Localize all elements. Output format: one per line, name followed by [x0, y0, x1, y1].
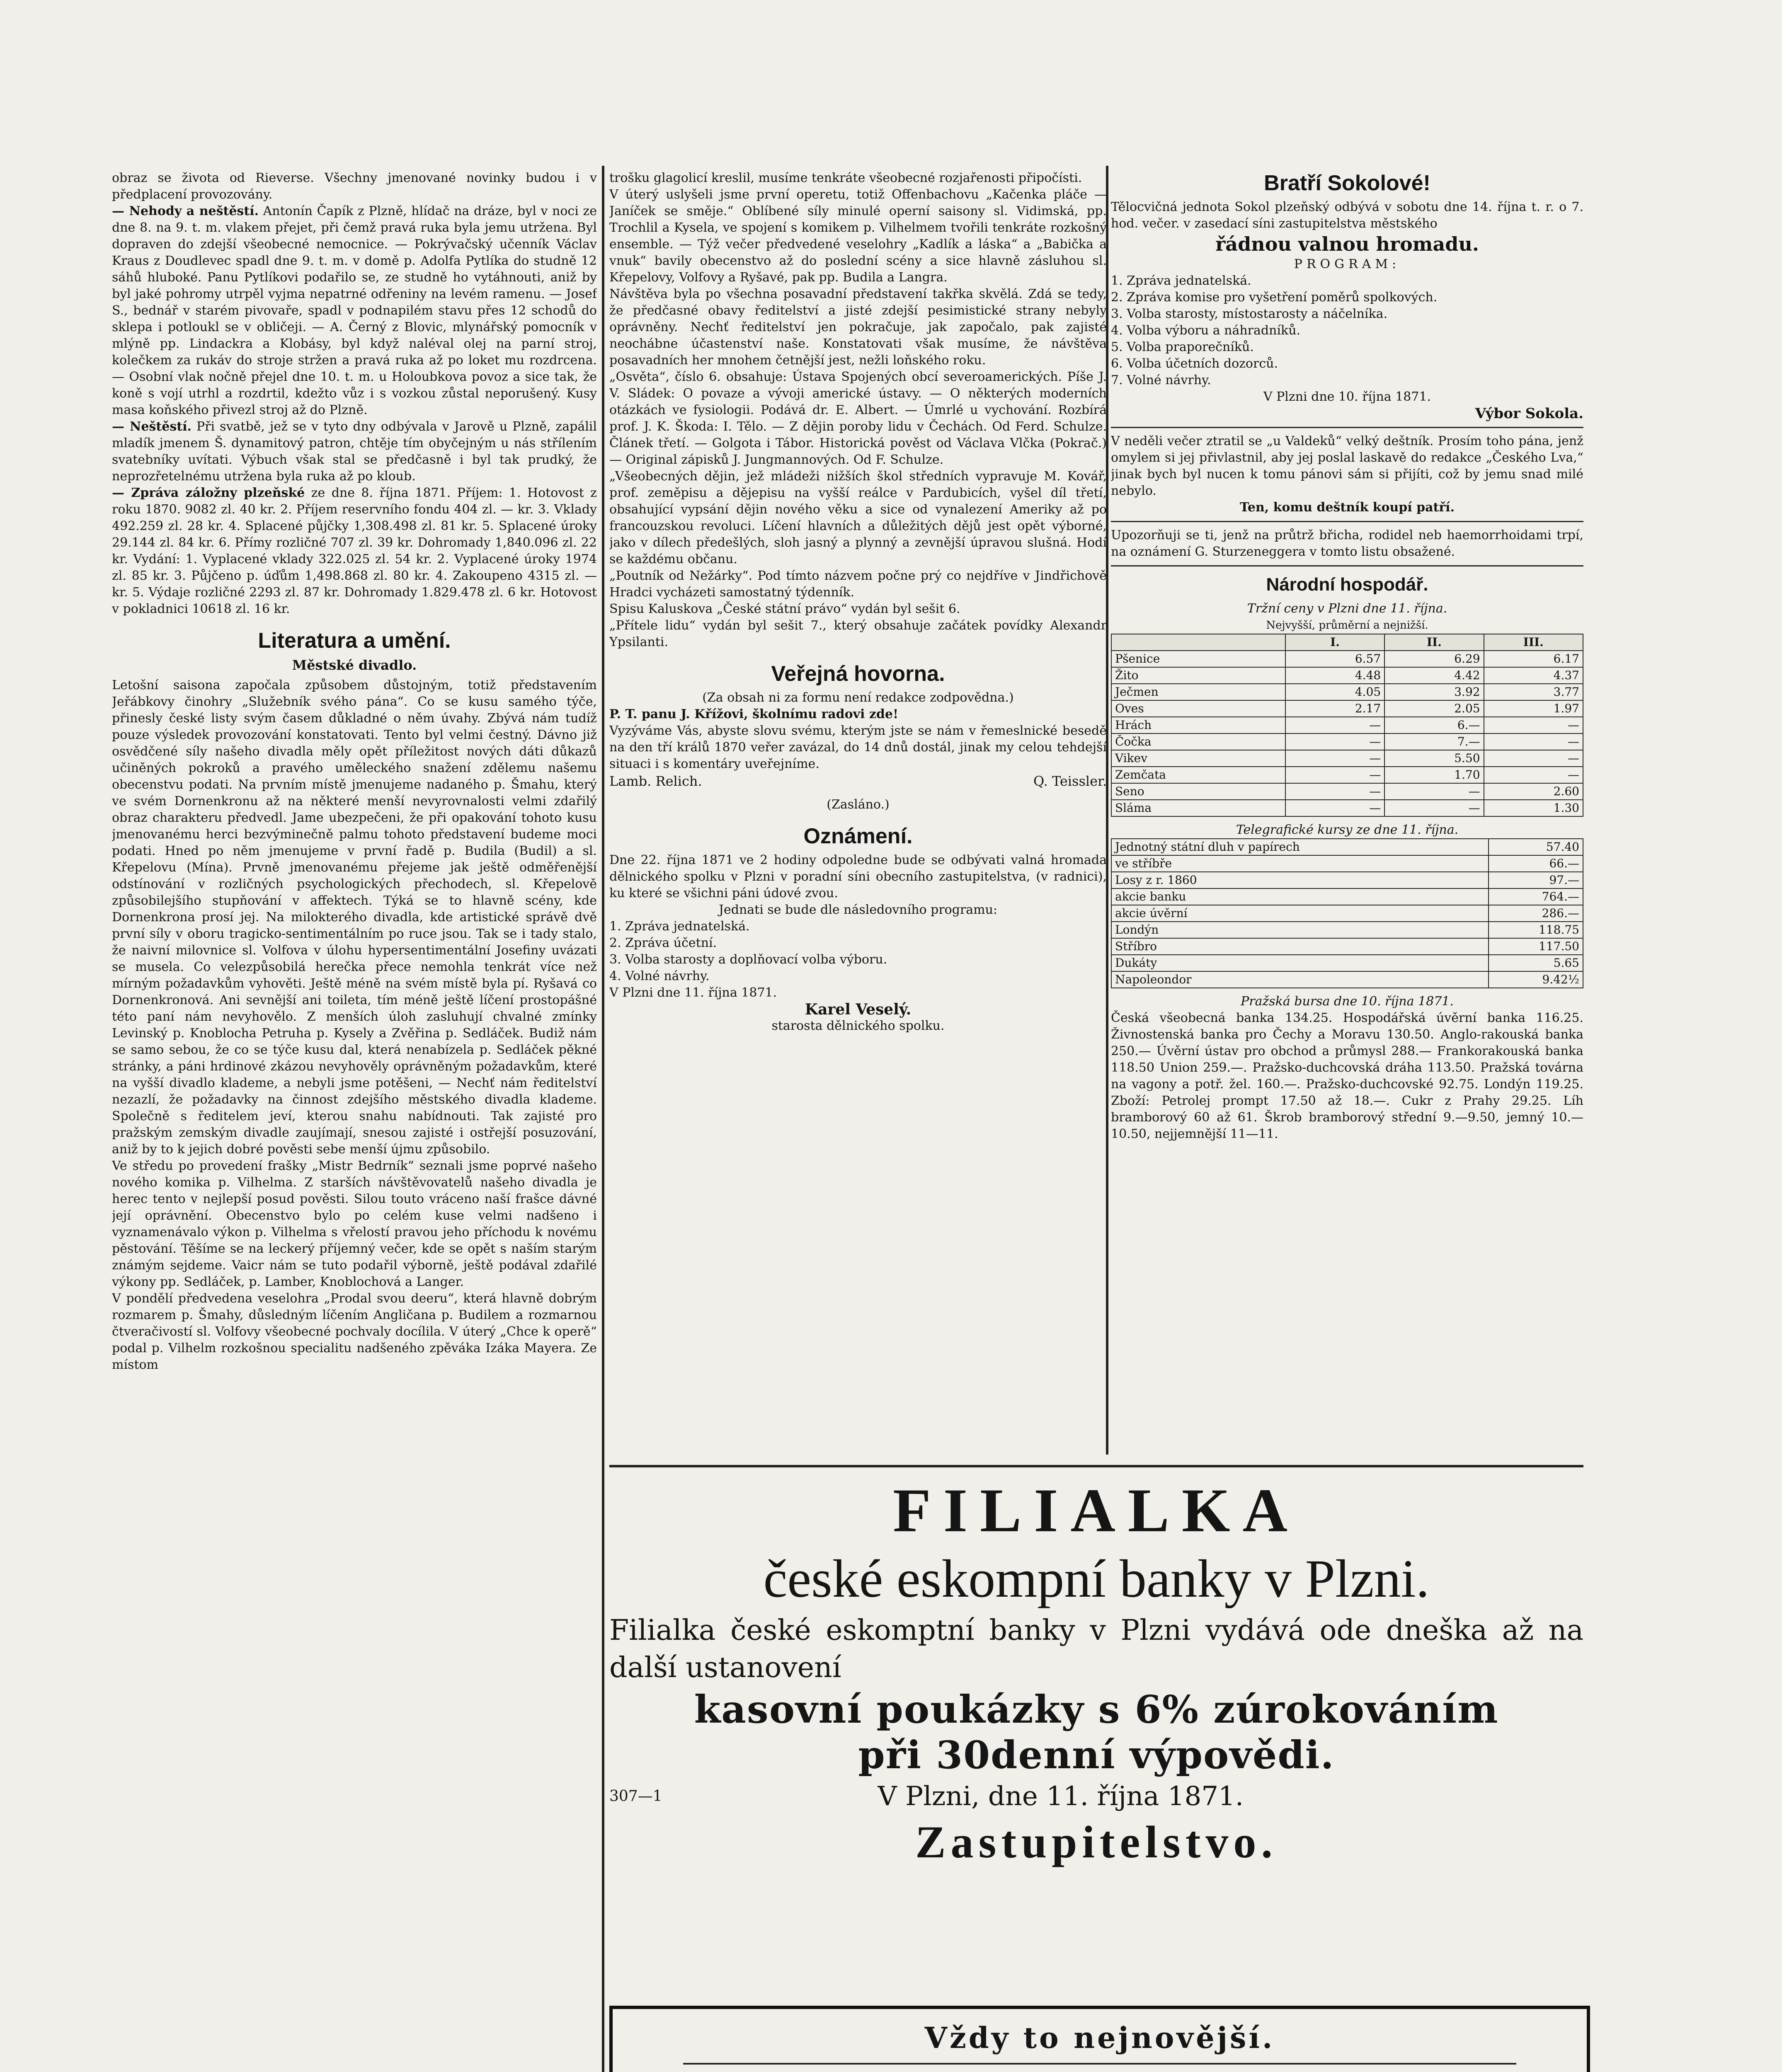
exchange-rate-table — [1111, 838, 1583, 988]
ad-title: FILIALKA — [893, 1476, 1300, 1545]
paragraph: „Poutník od Nežárky“. Pod tímto názvem počne prý co nejdříve v Jindřichově Hradci vycházeti samostatný týdenník. — [609, 569, 1107, 600]
table-cell: 7.— — [1384, 733, 1484, 750]
table-header-row — [1111, 634, 1583, 651]
table-cell: — — [1484, 767, 1583, 783]
ad-side-slogan — [621, 2050, 667, 2072]
table-row — [1111, 839, 1583, 855]
signature: Ten, komu deštník koupí patří. — [1239, 500, 1455, 515]
table-cell: Napoleondor — [1111, 971, 1489, 988]
list-item: 4. Volné návrhy. — [609, 969, 710, 983]
signature: Karel Veselý. — [805, 1001, 912, 1018]
paragraph: Dne 22. října 1871 ve 2 hodiny odpoledne bude se odbývati valná hromada dělnického spolku v Plzni v poradní síni obecního zastupitelstva, (v radnici), ku které se všichni páni údové zvou. — [609, 853, 1107, 900]
paragraph: V pondělí předvedena veselohra „Prodal svou deeru“, která hlavně dobrým rozmarem p. Šmahy, důsledným líčením Angličana p. Budilem a rozmarnou čtveračivostí sl. Volfovy všeobecné pochvaly docílila. V úterý „Chce k operě“ podal p. Vilhelm rozkošnou specialitu nadšeného zpěváka Izáka Mayera. Ze místom — [112, 1291, 597, 1372]
disclaimer: (Za obsah ni za formu není redakce zodpovědna.) — [702, 690, 1014, 705]
paragraph: Spisu Kaluskova „České státní právo“ vydán byl sešit 6. — [609, 602, 960, 616]
table-cell: 3.77 — [1484, 684, 1583, 700]
list-item: 6. Volba účetních dozorců. — [1111, 356, 1278, 371]
separator — [1111, 521, 1583, 522]
table-cell: — — [1484, 750, 1583, 767]
table-cell: 1.30 — [1484, 800, 1583, 816]
meeting-title: řádnou valnou hromadu. — [1215, 233, 1479, 255]
table-cell: Vikev — [1111, 750, 1285, 767]
paragraph: „Osvěta“, číslo 6. obsahuje: Ústava Spojených obcí severoamerických. Píše J. V. Sládek: O povaze a vývoji americké ústavy. — O některých moderních otázkách ve fysiologii. Podává dr. E. Albert. — Úmrlé u vychování. Rozbírá prof. J. K. Škoda: I. Tělo. — Z dějin poroby lidu v Čechách. Od Ferd. Schulze. Článek třetí. — Golgota i Tábor. Historická pověst od Václava Vlčka (Pokrač.) — Original zápisků J. Jungmannových. Od F. Schulze. — [609, 370, 1107, 467]
paragraph-body: ze dne 8. října 1871. Příjem: 1. Hotovost z roku 1870. 9082 zl. 40 kr. 2. Příjem reservního fondu 404 zl. — kr. 3. Vklady 492.259 zl. 28 kr. 4. Splacené půjčky 1,308.498 zl. 81 kr. 5. Splacené úroky 29.144 zl. 84 kr. 6. Přímy rozličné 707 zl. 39 kr. Dohromady 1,840.096 zl. 22 kr. Vydání: 1. Vyplacené vklady 322.025 zl. 54 kr. 2. Vyplacené úroky 1974 zl. 85 kr. 3. Půjčeno p. úďům 1,498.868 zl. 80 kr. 4. Zakoupeno 4315 zl. — kr. 5. Výdaje rozličné 2293 zl. 87 kr. Dohromady 1.829.478 zl. 6 kr. Hotovost v pokladnici 10618 zl. 16 kr. — [112, 486, 597, 616]
ad-date: V Plzni, dne 11. října 1871. — [878, 1781, 1244, 1812]
table-cell: akcie úvěrní — [1111, 905, 1489, 922]
paragraph: V úterý uslyšeli jsme první operetu, totiž Offenbachovu „Kačenka pláče — Janíček se směje.“ Oblíbené síly minulé operní saisony sl. Vidimská, pp. Trochlil a Kysela, ve spojení s komikem p. Vilhelmem tvořili tenkráte rozkošný ensemble. — Týž večer předvedené veselohry „Kadlík a láska“ a „Babička a vnuk“ bavily obecenstvo až do poslední scény a sice hlavně zásluhou sl. Křepelovy, Volfovy a Ryšavé, pak pp. Budila a Langra. — [609, 187, 1107, 285]
table-row — [1111, 651, 1583, 667]
table-cell: 2.05 — [1384, 700, 1484, 717]
ad-highlight: kasovní poukázky s 6% zúrokováním — [694, 1687, 1499, 1732]
column-2 — [609, 170, 1107, 1459]
paragraph: Upozorňuji se ti, jenž na průtrž břicha, rodidel neb haemorrhoidami trpí, na oznámení G. Sturzeneggera v tomto listu obsažené. — [1111, 528, 1583, 559]
table-cell: 1.70 — [1384, 767, 1484, 783]
signatures — [609, 772, 1107, 790]
paragraph: „Přítele lidu“ vydán byl sešit 7., který obsahuje začátek povídky Alexandr Ypsilanti. — [609, 618, 1107, 649]
table-cell: 66.— — [1489, 855, 1583, 872]
table-cell: 3.92 — [1384, 684, 1484, 700]
list-item: 7. Volné návrhy. — [1111, 373, 1211, 387]
table-cell: Hrách — [1111, 717, 1285, 733]
table-cell: 6.57 — [1285, 651, 1384, 667]
table-cell: — — [1285, 783, 1384, 800]
paragraph — [112, 485, 597, 617]
table-row — [1111, 684, 1583, 700]
table-cell: Dukáty — [1111, 955, 1489, 971]
bank-advertisement — [609, 1475, 1583, 2002]
section-subheading: Pražská bursa dne 10. října 1871. — [1241, 994, 1454, 1009]
column-1 — [112, 170, 597, 2072]
signature-role: starosta dělnického spolku. — [771, 1019, 945, 1033]
paragraph-body: Antonín Čapík z Plzně, hlídač na dráze, byl v noci ze dne 8. na 9. t. m. vlakem přejet, při čemž pravá ruka byla jemu utržena. Byl dopraven do zdejší všeobecné nemocnice. — Pokrývačský učenník Václav Kraus z Doudlevec spadl dne 9. t. m. v domě p. Adolfa Pytlíka do studně 12 sáhů hluboké. Panu Pytlíkovi podařilo se, ze studně ho vytáhnouti, aniž by byl jaké pohromy utrpěl vyjma nepatrné odřeniny na levém ramenu. — Josef S., bednář v starém pivovaře, spadl v podnapilém stavu přes 12 schodů do sklepa i potloukl se v obličeji. — A. Černý z Blovic, mlynářský pomocník v mlýně pp. Lindackra a Klobásy, byl když naléval olej na parní stroj, kolečkem za rukáv do stroje stržen a pravá ruka až po loket mu rozdrcena. — Osobní vlak nočně přejel dne 10. t. m. u Holoubkova povoz a sice tak, že koně s vojí utrhl a rozdrtil, kdežto vůz i s vozkou zůstal neporušený. Kusy masa koňského přivezl stroj až do Plzně. — [112, 204, 597, 417]
paragraph: Ve středu po provedení frašky „Mistr Bedrník“ seznali jsme poprvé našeho nového komika p. Vilhelma. Z starších návštěvovatelů našeho divadla je herec tento v nejlepší posud pověsti. Silou touto vráceno naší frašce dávné její oprávnění. Obecenstvo bylo po celém kuse velmi nadšeno i vyznamenávalo výkon p. Vilhelma s vřelostí pravou jeho příchodu k novému pěstování. Těšíme se na leckerý příjemný večer, kde se opět s naším starým známým sejdeme. Vaicr nám se tuto podařil výborně, ještě podával zdařilé výkony pp. Sedláček, p. Lamber, Knoblochová a Langer. — [112, 1159, 597, 1289]
table-row — [1111, 855, 1583, 872]
list-item: 3. Volba starosty, místostarosty a náčelníka. — [1111, 307, 1388, 321]
table-cell: 117.50 — [1489, 938, 1583, 955]
program-label: PROGRAM: — [1294, 257, 1401, 271]
table-cell: — — [1285, 717, 1384, 733]
paragraph: V neděli večer ztratil se „u Valdeků“ velký deštník. Prosím toho pána, jenž omylem si jej přivlastnil, aby jej poslal laskavě do redakce „Českého Lva,“ jinak bych byl nucen k tomu pánovi sám si přijíti, což by jemu snad milé nebylo. — [1111, 434, 1583, 498]
section-rule — [609, 1465, 1583, 1467]
separator — [1111, 427, 1583, 428]
table-cell: Zemčata — [1111, 767, 1285, 783]
section-subheading: Telegrafické kursy ze dne 11. října. — [1236, 823, 1459, 837]
table-cell: 6.17 — [1484, 651, 1583, 667]
separator — [683, 2063, 1516, 2065]
paragraph: Návštěva byla po všechna posavadní představení takřka skvělá. Zdá se tedy, že předčasné obavy ředitelství a jisté zdejší pesimistické strany nebyly oprávněny. Nechť ředitelství jen pokračuje, jak započalo, pak zajisté neochábne účastenství naše. Konstatovati však musíme, že návštěva posavadních her mnohem četnější jest, nežli loňského roku. — [609, 287, 1107, 368]
ad-number: 307—1 — [609, 1788, 662, 1805]
paragraph — [112, 203, 597, 419]
addressee: P. T. panu J. Křížovi, školnímu radovi zde! — [609, 707, 899, 721]
table-row — [1111, 767, 1583, 783]
column-3 — [1111, 170, 1583, 1459]
table-cell: Seno — [1111, 783, 1285, 800]
paragraph-head: — Zpráva záložny plzeňské — [112, 486, 305, 500]
paragraph: „Všeobecných dějin, jež mládeži nižších škol středních vypravuje M. Kovář, prof. zeměpisu a dějepisu na vyšší reálce v Pardubicích, vyšel díl třetí, obsahující vypsání dějin nového věku a sice od vynalezení Ameriky až po francouzskou revoluci. Líčení hlavních a důležitých dějů jest opět výborné, jako v dílech předešlých, sloh jasný a plynný a zevnější úpravou slušná. Hodí se každému občanu. — [609, 469, 1107, 566]
separator — [1111, 565, 1583, 566]
list-item: 1. Zpráva jednatelská. — [609, 919, 750, 934]
ad-top-slogan: Vždy to nejnovější. — [924, 2021, 1275, 2055]
table-cell: Londýn — [1111, 922, 1489, 938]
list-item: 3. Volba starosty a doplňovací volba výboru. — [609, 952, 887, 967]
table-row — [1111, 733, 1583, 750]
table-cell: 286.— — [1489, 905, 1583, 922]
list-item: 1. Zpráva jednatelská. — [1111, 274, 1251, 288]
ad-subtitle: české eskompní banky v Plzni. — [763, 1549, 1430, 1609]
table-cell: Losy z r. 1860 — [1111, 872, 1489, 888]
list-item: 2. Zpráva účetní. — [609, 936, 717, 950]
list-item: 2. Zpráva komise pro vyšetření poměrů spolkových. — [1111, 290, 1438, 305]
section-heading: Literatura a umění. — [258, 629, 451, 653]
table-row — [1111, 667, 1583, 684]
table-cell: 764.— — [1489, 888, 1583, 905]
section-heading: Bratří Sokolové! — [1264, 171, 1430, 195]
table-cell: — — [1484, 733, 1583, 750]
paragraph: Letošní saisona započala způsobem důstojným, totiž představením Jeřábkovy činohry „Služebník svého pána“. Co se kusu samého týče, přinesly české listy svým časem důkladné o něm úvahy. Zbývá nám tudíž pouze výsledek provozování konstatovati. Tento byl velmi čestný. Dávno již osvědčené síly našeho divadla měly opět příležitost nových dáti důkazů učiněných pokroků a pravého uměleckého snažení zdělemu našemu obecenstvu podati. Na prvním místě jmenujeme nadaného p. Šmahu, který ve svém Dornenkronu až na některé menší nevyrovnalosti velmi zdařilý obraz charakteru předvedl. Jame ubezpečeni, že při opakování tohoto kusu jmenovanému herci bezvýminečně palmu tohoto představení budeme moci podati. Hned po něm jmenujeme v první řadě p. Budila (Budil) a sl. Křepelovu (Mína). Prvně jmenovanému přejeme jak ještě odměřenější odstínování v rozličných psychologických přechodech, sl. Křepelově způsobilejšího stupňování v affektech. Týká se to hlavně scény, kde Dornenkrona prosí jej. Na milokterého divadla, kde artistické správě dvě první síly v oboru tragicko-sentimentálním po ruce jsou. Tak se i tady stalo, že naivní milovnice sl. Volfova v úlohu hypersentimentální Josefiny uvázati se musela. Co velezpůsobilá herečka přece nemohla tenkrát více než mírným požadavkům vyhověti. Ještě méně na svém místě byla pí. Ryšavá co Dornenkronová. Ani sevnější ani toileta, tím méně ještě líčení prostopášné této paní nám nevyhovělo. Z menších úloh zasluhují chvalné zmínky Levinský p. Knoblocha Petruha p. Kysely a Zvěřina p. Sedláček. Budiž nám se samo sebou, že co se týče kusu dal, která nenabízela p. Sedláček pěkné stránky, a páni hrdinové zkázou nevyhověly oprávněným požadavkům, které na vyšší divadlo klademe, a nebyli jsme potěšeni, — Nechť nám ředitelství nezazlí, že požadavky na činnost zdejšího městského divadla klademe. Společně s ředitelem jeví, kterou snahu nabídnouti. Tak zajisté pro pražským zemským divadle zaujímají, snesou zajisté i ostřejší posuzování, aniž by to k jejich dobré pověsti sebe menší újmu způsobilo. — [112, 678, 597, 1157]
table-cell: Sláma — [1111, 800, 1285, 816]
section-subheading: Městské divadlo. — [292, 657, 417, 673]
table-cell: — — [1285, 767, 1384, 783]
table-row — [1111, 750, 1583, 767]
table-note: Nejvyšší, průměrní a nejnižší. — [1266, 619, 1428, 632]
table-cell: 118.75 — [1489, 922, 1583, 938]
column-rule — [602, 166, 604, 2072]
table-row — [1111, 938, 1583, 955]
table-cell: Pšenice — [1111, 651, 1285, 667]
table-cell: Stříbro — [1111, 938, 1489, 955]
table-cell: Žito — [1111, 667, 1285, 684]
table-cell: 4.42 — [1384, 667, 1484, 684]
paragraph: Česká všeobecná banka 134.25. Hospodářská úvěrní banka 116.25. Živnostenská banka pro Čechy a Moravu 130.50. Anglo-rakouská banka 250.— Úvěrní ústav pro obchod a průmysl 288.— Frankorakouská banka 118.50 Union 259.—. Pražsko-duchcovská dráha 113.50. Pražská továrna na vagony a potř. žel. 160.—. Pražsko-duchcovské 92.75. Londýn 119.25. Zboží: Petrolej prompt 17.50 až 18.—. Cukr z Prahy 29.25. Líh bramborový 60 až 61. Škrob bramborový střední 9.—9.50, jemný 10.—10.50, nejjemnější 11—11. — [1111, 1011, 1583, 1141]
ad-highlight: při 30denní výpovědi. — [858, 1733, 1335, 1777]
table-row — [1111, 800, 1583, 816]
table-cell: 97.— — [1489, 872, 1583, 888]
ad-side-slogan — [1533, 2050, 1578, 2072]
ad-text: Filialka české eskomptní banky v Plzni vydává ode dneška až na další ustanovení — [609, 1614, 1583, 1684]
paragraph-head: — Neštěstí. — [112, 419, 192, 434]
section-heading: Národní hospodář. — [1266, 574, 1428, 595]
section-heading: Oznámení. — [803, 824, 913, 848]
table-cell: 1.97 — [1484, 700, 1583, 717]
section-heading: Veřejná hovorna. — [771, 662, 945, 686]
table-cell: Ječmen — [1111, 684, 1285, 700]
table-cell: Jednotný státní dluh v papírech — [1111, 839, 1489, 855]
tailor-advertisement — [609, 2006, 1590, 2072]
table-cell: 4.48 — [1285, 667, 1384, 684]
paragraph — [112, 419, 597, 485]
table-cell: akcie banku — [1111, 888, 1489, 905]
table-row — [1111, 922, 1583, 938]
table-cell: — — [1384, 783, 1484, 800]
table-row — [1111, 717, 1583, 733]
table-cell: — — [1285, 733, 1384, 750]
paragraph: obraz se života od Rieverse. Všechny jmenované novinky budou i v předplacení provozovány. — [112, 171, 597, 202]
table-cell: — — [1285, 750, 1384, 767]
table-row — [1111, 955, 1583, 971]
ad-signature: Zastupitelstvo. — [915, 1817, 1278, 1867]
table-header — [1111, 634, 1285, 651]
table-row — [1111, 700, 1583, 717]
table-header: III. — [1484, 634, 1583, 651]
paragraph-head: — Nehody a neštěstí. — [112, 204, 259, 218]
table-row — [1111, 783, 1583, 800]
date-line: V Plzni dne 11. října 1871. — [609, 985, 777, 1000]
table-header: I. — [1285, 634, 1384, 651]
table-cell: Čočka — [1111, 733, 1285, 750]
table-cell: — — [1384, 800, 1484, 816]
table-cell: 4.05 — [1285, 684, 1384, 700]
signature: Výbor Sokola. — [1475, 405, 1583, 422]
table-cell: 6.29 — [1384, 651, 1484, 667]
table-row — [1111, 971, 1583, 988]
paragraph: Tělocvičná jednota Sokol plzeňský odbývá v sobotu dne 14. října t. r. o 7. hod. večer. v zasedací síni zastupitelstva městského — [1111, 200, 1583, 231]
table-cell: 5.50 — [1384, 750, 1484, 767]
table-cell: 4.37 — [1484, 667, 1583, 684]
table-row — [1111, 872, 1583, 888]
table-cell: — — [1285, 800, 1384, 816]
table-cell: 57.40 — [1489, 839, 1583, 855]
signature: Q. Teissler. — [1033, 773, 1107, 789]
table-cell: Oves — [1111, 700, 1285, 717]
table-cell: 9.42½ — [1489, 971, 1583, 988]
program-label: Jednati se bude dle následovního programu: — [718, 903, 998, 917]
table-cell: 2.17 — [1285, 700, 1384, 717]
ad-footer — [609, 1778, 1583, 1815]
table-header: II. — [1384, 634, 1484, 651]
table-cell: 5.65 — [1489, 955, 1583, 971]
section-subheading: Tržní ceny v Plzni dne 11. října. — [1247, 601, 1447, 616]
date-line: V Plzni dne 10. října 1871. — [1263, 390, 1431, 404]
ad-center — [683, 2017, 1516, 2072]
zaslano-label: (Zasláno.) — [827, 797, 890, 812]
market-price-table — [1111, 634, 1583, 817]
table-cell: — — [1484, 717, 1583, 733]
paragraph: Vyzýváme Vás, abyste slovu svému, kterým jste se nám v řemeslnické besedě na den tří králů 1870 veřer zavázal, do 14 dnů dostál, jinak my celou tehdejší situaci i s komentáry uveřejníme. — [609, 724, 1107, 771]
paragraph-body: Při svatbě, jež se v tyto dny odbývala v Jarově u Plzně, zapálil mladík jmenem Š. dynamitový patron, chtěje tím obyčejným u nás střílením svatebníky uvítati. Výbuch však stal se předčasně i byl tak prudký, že neprozřetelnému utržena byla ruka až po kloub. — [112, 419, 597, 484]
signature: Lamb. Relich. — [609, 773, 702, 789]
table-cell: 2.60 — [1484, 783, 1583, 800]
table-row — [1111, 888, 1583, 905]
list-item: 4. Volba výboru a náhradníků. — [1111, 323, 1301, 338]
paragraph: trošku glagolicí kreslil, musíme tenkráte všeobecné rozjařenosti připočísti. — [609, 171, 1082, 185]
list-item: 5. Volba praporečníků. — [1111, 340, 1254, 354]
table-cell: ve stříbře — [1111, 855, 1489, 872]
table-row — [1111, 905, 1583, 922]
table-cell: 6.— — [1384, 717, 1484, 733]
